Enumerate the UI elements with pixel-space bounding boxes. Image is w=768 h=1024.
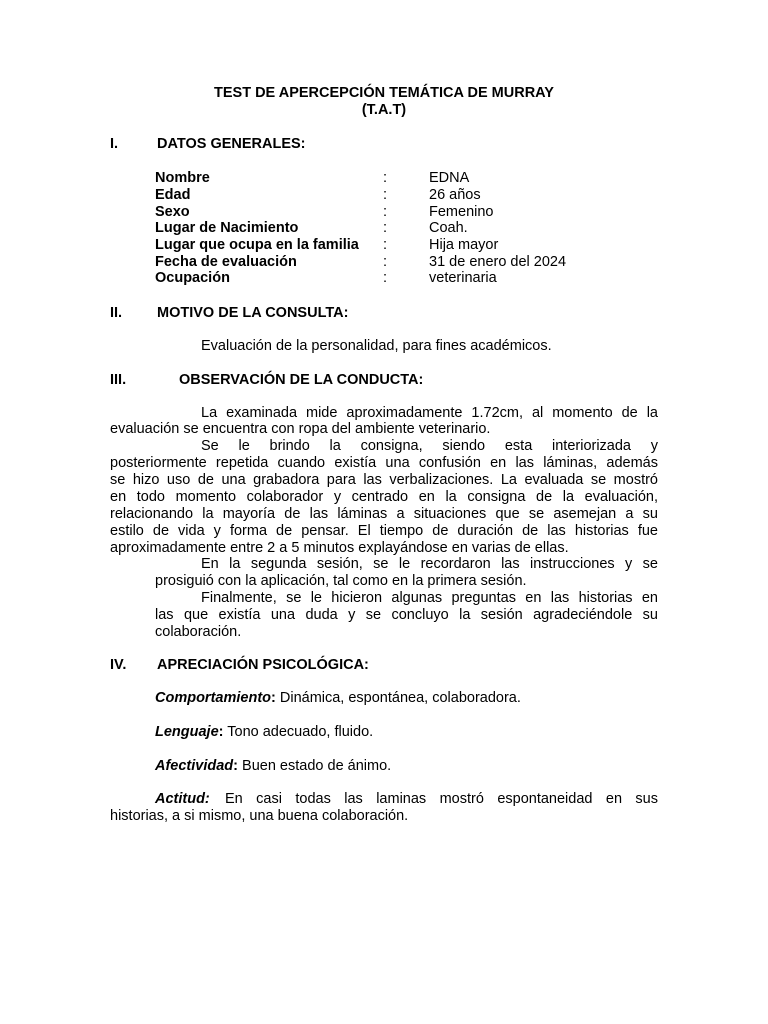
appraisal-text: Tono adecuado, fluido. bbox=[223, 724, 374, 740]
data-label: Edad bbox=[155, 187, 191, 203]
document-title: TEST DE APERCEPCIÓN TEMÁTICA DE MURRAY bbox=[214, 85, 554, 101]
section-1-title: DATOS GENERALES: bbox=[157, 136, 306, 152]
appraisal-label: Afectividad bbox=[155, 758, 234, 774]
paragraph-line: prosiguió con la aplicación, tal como en la primera sesión. bbox=[155, 573, 527, 589]
document-subtitle: (T.A.T) bbox=[361, 102, 407, 118]
appraisal-text: historias, a si mismo, una buena colaboración. bbox=[110, 808, 409, 824]
paragraph-line: las que existía una duda y se concluyo la sesión agradeciéndole su bbox=[155, 607, 658, 623]
appraisal-text: En casi todas las laminas mostró espontaneidad en sus bbox=[225, 791, 658, 807]
data-value: 26 años bbox=[429, 187, 481, 203]
appraisal-label: Lenguaje bbox=[155, 724, 219, 740]
data-label: Fecha de evaluación bbox=[155, 254, 297, 270]
appraisal-text: Dinámica, espontánea, colaboradora. bbox=[275, 690, 521, 706]
paragraph-line: aproximadamente entre 2 a 5 minutos explayándose en varias de ellas. bbox=[110, 540, 569, 556]
appraisal-language: Lenguaje: Tono adecuado, fluido. bbox=[155, 724, 374, 740]
paragraph-line: en todo momento colaborador y centrado en la consigna de la evaluación, bbox=[110, 489, 658, 505]
data-separator: : bbox=[383, 204, 388, 220]
data-separator: : bbox=[383, 270, 388, 286]
paragraph-line: Se le brindo la consigna, siendo esta interiorizada y bbox=[201, 438, 658, 454]
data-separator: : bbox=[383, 170, 388, 186]
section-4-number: IV. bbox=[110, 657, 127, 673]
data-label: Nombre bbox=[155, 170, 210, 186]
data-value: Femenino bbox=[429, 204, 494, 220]
paragraph-line: Finalmente, se le hicieron algunas preguntas en las historias en bbox=[201, 590, 658, 606]
data-separator: : bbox=[383, 237, 388, 253]
data-value: EDNA bbox=[429, 170, 470, 186]
data-separator: : bbox=[383, 220, 388, 236]
paragraph-line: evaluación se encuentra con ropa del ambiente veterinario. bbox=[110, 421, 491, 437]
paragraph-line: En la segunda sesión, se le recordaron las instrucciones y se bbox=[201, 556, 658, 572]
section-2-number: II. bbox=[110, 305, 123, 321]
paragraph-line: posteriormente repetida cuando existía una confusión en las láminas, además bbox=[110, 455, 658, 471]
paragraph-line: relacionando la mayoría de las láminas a situaciones que se asemejan a su bbox=[110, 506, 658, 522]
appraisal-behavior: Comportamiento: Dinámica, espontánea, colaboradora. bbox=[155, 690, 521, 706]
appraisal-affectivity: Afectividad: Buen estado de ánimo. bbox=[155, 758, 392, 774]
data-label: Sexo bbox=[155, 204, 190, 220]
data-value: veterinaria bbox=[429, 270, 497, 286]
data-label: Ocupación bbox=[155, 270, 230, 286]
section-1-number: I. bbox=[110, 136, 119, 152]
appraisal-label: Comportamiento bbox=[155, 690, 271, 706]
data-separator: : bbox=[383, 254, 388, 270]
appraisal-text: Buen estado de ánimo. bbox=[238, 758, 392, 774]
section-3-title: OBSERVACIÓN DE LA CONDUCTA: bbox=[179, 372, 424, 388]
data-separator: : bbox=[383, 187, 388, 203]
section-3-number: III. bbox=[110, 372, 127, 388]
section-2-title: MOTIVO DE LA CONSULTA: bbox=[157, 305, 349, 321]
paragraph-line: La examinada mide aproximadamente 1.72cm, al momento de la bbox=[201, 405, 658, 421]
consultation-reason-text: Evaluación de la personalidad, para fines académicos. bbox=[201, 338, 552, 354]
appraisal-label: Actitud: bbox=[155, 791, 210, 807]
data-value: Hija mayor bbox=[429, 237, 499, 253]
data-value: Coah. bbox=[429, 220, 468, 236]
paragraph-line: se hizo uso de una grabadora para las verbalizaciones. La evaluada se mostró bbox=[110, 472, 658, 488]
paragraph-line: estilo de vida y forma de pensar. El tiempo de duración de las historias fue bbox=[110, 523, 658, 539]
data-label: Lugar de Nacimiento bbox=[155, 220, 299, 236]
paragraph-line: colaboración. bbox=[155, 624, 242, 640]
section-4-title: APRECIACIÓN PSICOLÓGICA: bbox=[157, 657, 369, 673]
data-value: 31 de enero del 2024 bbox=[429, 254, 567, 270]
data-label: Lugar que ocupa en la familia bbox=[155, 237, 359, 253]
